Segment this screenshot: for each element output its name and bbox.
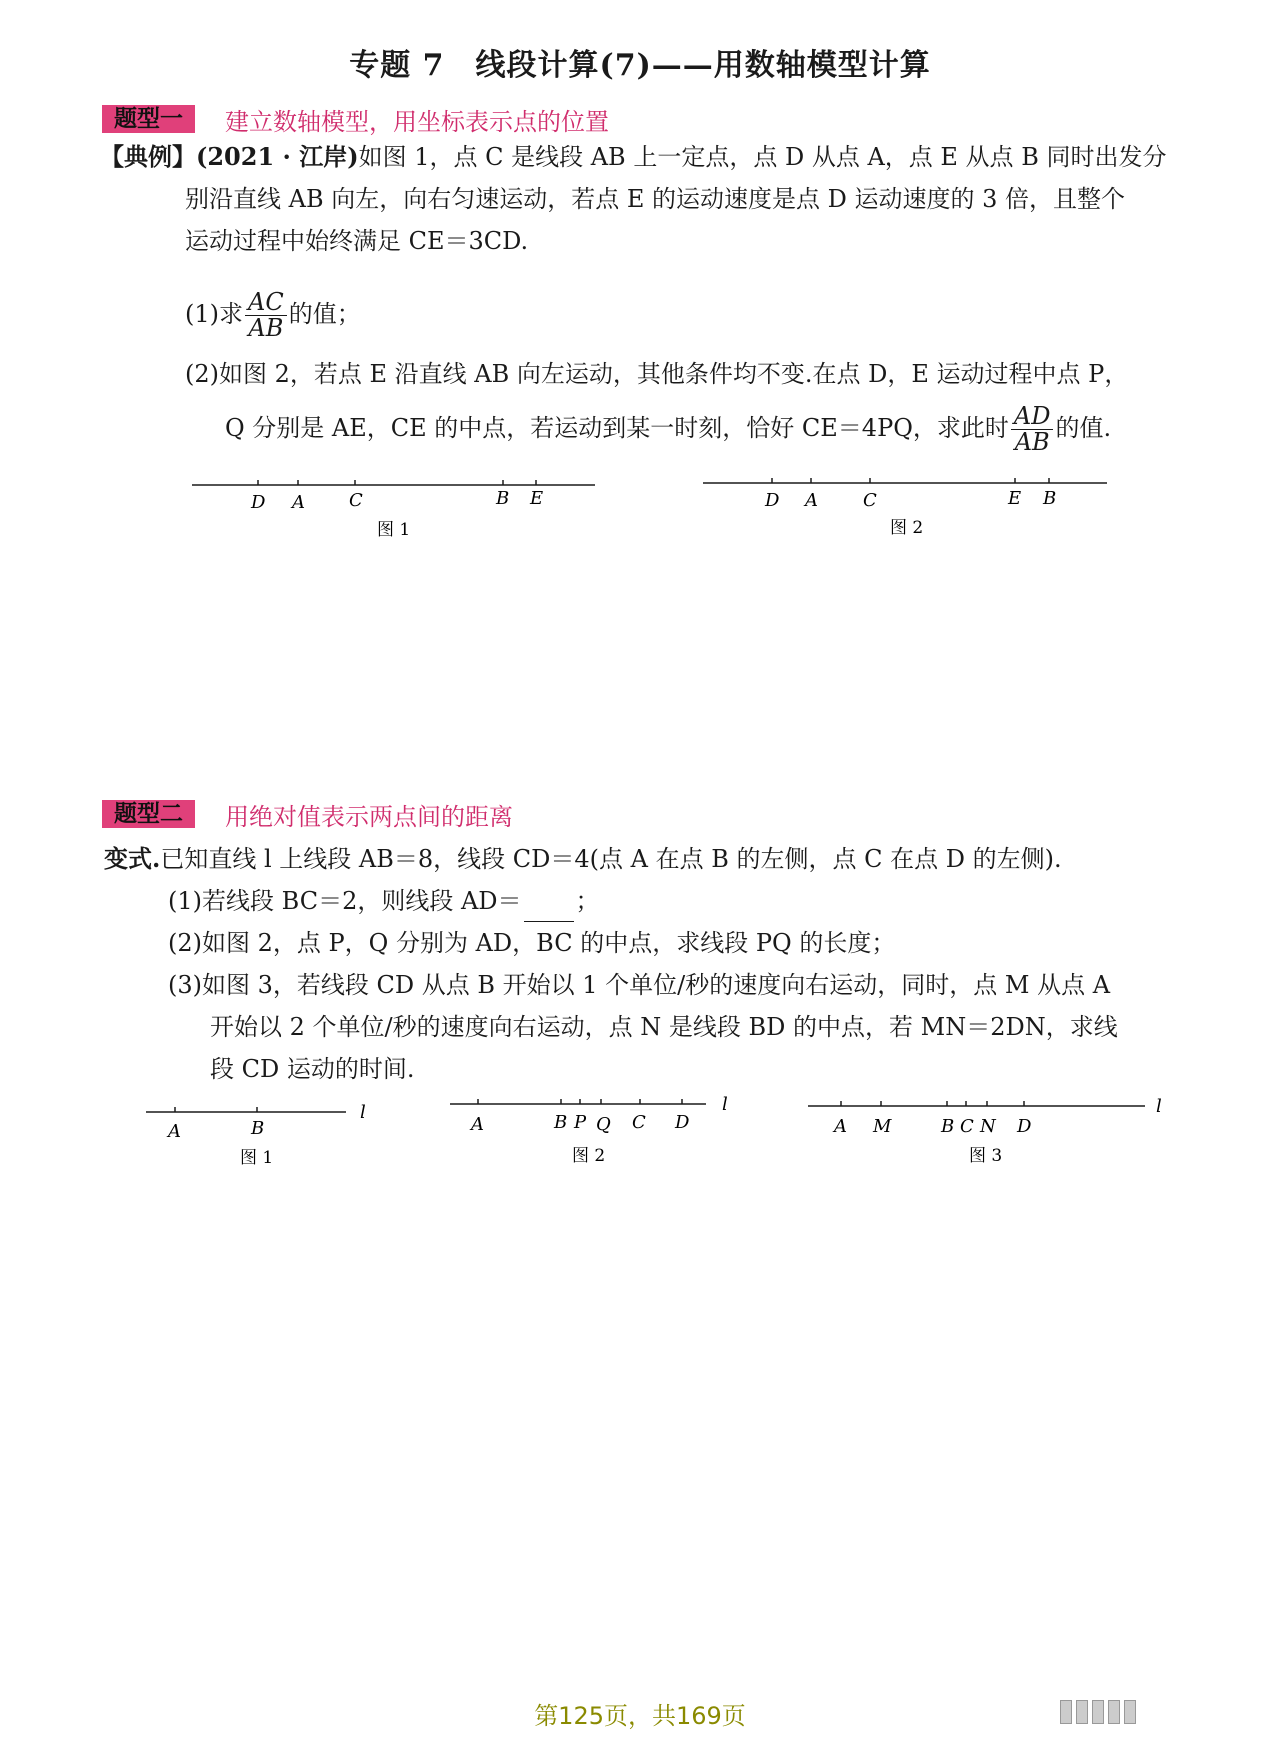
section-1-title: 建立数轴模型，用坐标表示点的位置 [225,107,609,136]
s2-fig2-line-label: l [722,1094,728,1115]
s1-fig1-label-b: B [496,488,510,509]
s2-fig1-line-label: l [360,1102,366,1123]
s2-fig2-label-q: Q [596,1114,611,1135]
s1-figure-1 [192,480,595,540]
indicator-bar [1060,1700,1072,1724]
example-text-1: 如图 1，点 C 是线段 AB 上一定点，点 D 从点 A，点 E 从点 B 同时出发分 [358,143,1167,171]
s2-figure-3 [808,1096,1162,1166]
fraction-denominator: AB [1014,428,1050,457]
variant-q1-suffix: ； [575,887,600,915]
s1-fig2-label-a: A [805,490,818,511]
s2-fig3-line-label: l [1156,1096,1162,1117]
s1-fig2-label-e: E [1008,488,1022,509]
fraction-numerator: AC [245,290,287,316]
s2-figure-1 [146,1102,366,1168]
example-line-3: 运动过程中始终满足 CE＝3CD. [185,227,529,255]
variant-lead: 变式. [104,844,161,873]
s2-fig3-label-c: C [960,1116,974,1137]
q1-suffix: 的值； [288,300,361,329]
question-1-2-line-1: (2)如图 2，若点 E 沿直线 AB 向左运动，其他条件均不变.在点 D，E 运动过程中点 P， [185,360,1129,388]
s1-fig2-label-b: B [1043,488,1057,509]
section-2-title: 用绝对值表示两点间的距离 [225,802,513,831]
s2-fig3-label-a: A [834,1116,847,1137]
s2-fig3-label-d: D [1017,1116,1032,1137]
scroll-indicator [1060,1700,1136,1724]
s2-fig2-caption: 图 2 [572,1146,606,1166]
variant-q1-text: (1)若线段 BC＝2，则线段 AD＝ [168,887,522,915]
section-2-tag: 题型二 [102,800,195,828]
fraction-numerator: AD [1011,404,1054,430]
s2-fig2-label-c: C [632,1112,646,1133]
fraction-denominator: AB [248,314,284,343]
q1-prefix: (1)求 [185,300,243,329]
page-footer: 第125页，共169页 [534,1702,746,1730]
indicator-bar [1092,1700,1104,1724]
s2-fig1-label-b: B [251,1118,265,1139]
s1-fig2-label-c: C [863,490,877,511]
s2-fig3-label-b: B [941,1116,955,1137]
s2-fig1-caption: 图 1 [240,1148,274,1168]
variant-question-3-line-2: 开始以 2 个单位/秒的速度向右运动，点 N 是线段 BD 的中点，若 MN＝2DN，求线 [210,1013,1118,1041]
s2-fig2-label-p: P [574,1112,587,1133]
variant-question-3-line-3: 段 CD 运动的时间. [210,1055,415,1083]
s2-fig2-label-a: A [471,1114,484,1135]
s2-figure-2 [450,1094,728,1166]
example-source: (2021 · 江岸) [196,142,359,171]
s1-fig1-caption: 图 1 [377,520,411,540]
s1-fig2-label-d: D [765,490,780,511]
s1-fig1-label-d: D [251,492,266,513]
page-title: 专题 7 线段计算(7)——用数轴模型计算 [349,48,931,83]
s2-fig3-caption: 图 3 [969,1146,1003,1166]
indicator-bar [1076,1700,1088,1724]
s2-fig2-label-b: B [554,1112,568,1133]
variant-question-3-line-1: (3)如图 3，若线段 CD 从点 B 开始以 1 个单位/秒的速度向右运动，同时，点 M 从点 A [168,971,1111,999]
variant-question-2: (2)如图 2，点 P，Q 分别为 AD，BC 的中点，求线段 PQ 的长度； [168,929,896,957]
s2-fig2-label-d: D [675,1112,690,1133]
q2-suffix: 的值. [1055,414,1112,443]
s2-fig3-label-m: M [873,1116,892,1137]
s1-fig2-caption: 图 2 [890,518,924,538]
s1-fig1-label-c: C [349,490,363,511]
example-lead: 【典例】 [100,142,196,171]
example-line-2: 别沿直线 AB 向左，向右匀速运动，若点 E 的运动速度是点 D 运动速度的 3 倍，且整个 [185,185,1126,213]
s1-fig1-label-a: A [292,492,305,513]
variant-text: 已知直线 l 上线段 AB＝8，线段 CD＝4(点 A 在点 B 的左侧，点 C 在点 D 的左侧). [160,845,1062,873]
indicator-bar [1108,1700,1120,1724]
s2-fig3-label-n: N [980,1116,996,1137]
indicator-bar [1124,1700,1136,1724]
q2-text: Q 分别是 AE，CE 的中点，若运动到某一时刻，恰好 CE＝4PQ，求此时 [225,414,1009,443]
s1-fig1-label-e: E [530,488,544,509]
s2-fig1-label-a: A [168,1121,181,1142]
s1-figure-2 [703,478,1107,538]
section-1-tag: 题型一 [102,105,195,133]
